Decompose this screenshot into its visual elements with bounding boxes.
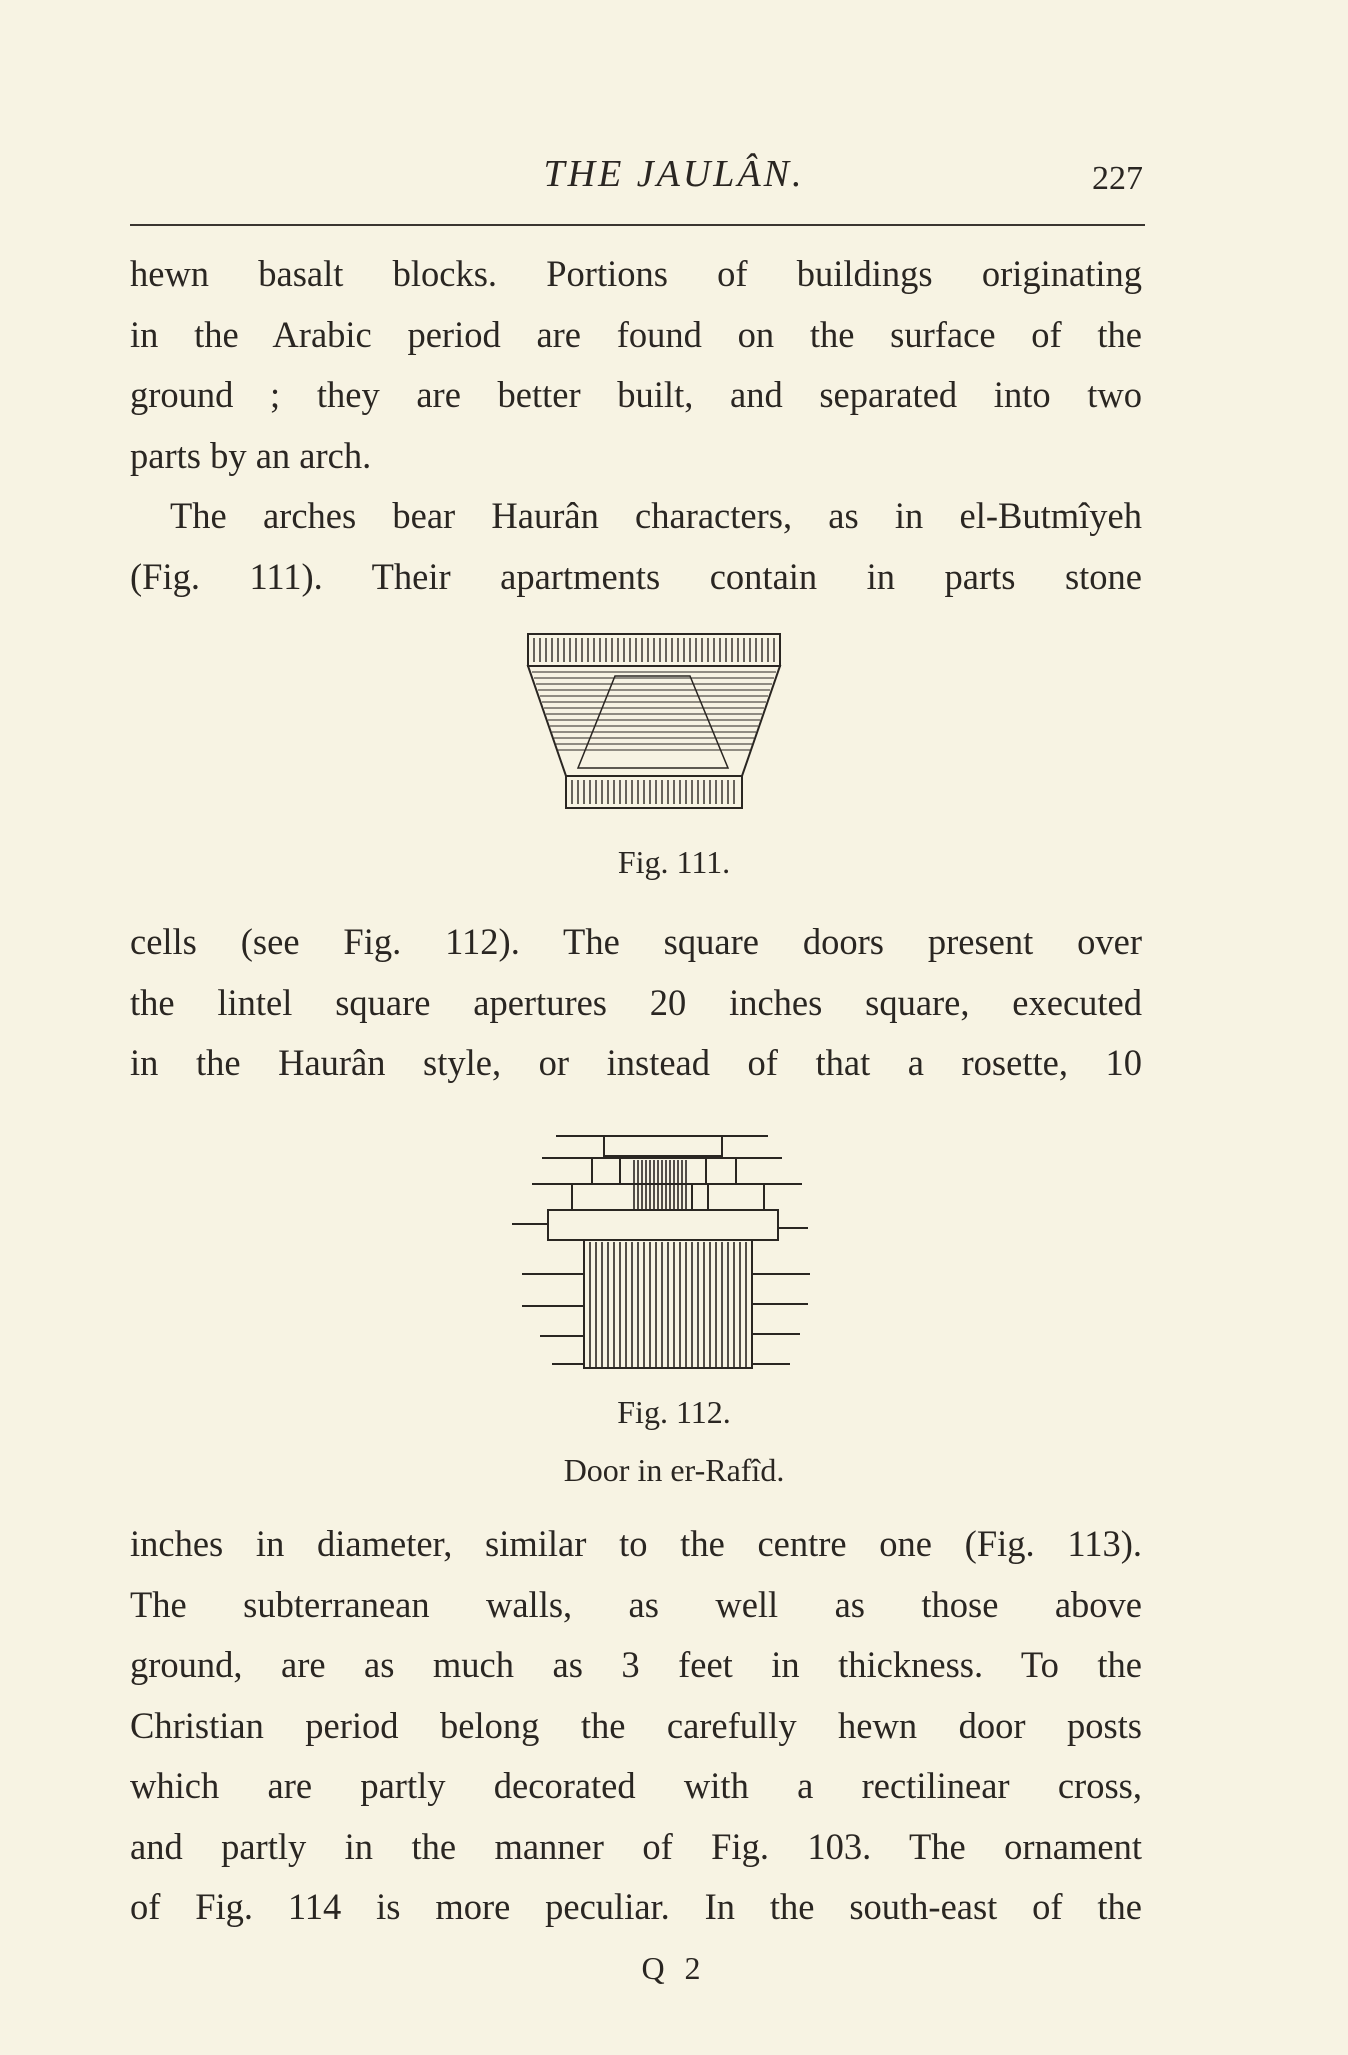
text-line: The subterranean walls, as well as those above	[130, 1583, 1142, 1625]
text-line: the lintel square apertures 20 inches square, executed	[130, 981, 1142, 1023]
page-number: 227	[1092, 160, 1143, 197]
text-line: inches in diameter, similar to the centre one (Fig. 113).	[130, 1523, 1142, 1564]
text-line: (Fig. 111). Their apartments contain in parts stone	[130, 555, 1142, 597]
figure-112-caption: Fig. 112.	[617, 1394, 731, 1430]
text-line: parts by an arch.	[130, 434, 372, 476]
text-line: of Fig. 114 is more peculiar. In the south-east of the	[130, 1886, 1142, 1927]
text-line: in the Haurân style, or instead of that a rosette, 10	[130, 1042, 1142, 1083]
running-head-title: THE JAULÂN.	[543, 153, 805, 195]
text-line: and partly in the manner of Fig. 103. The ornament	[130, 1825, 1142, 1867]
figure-112-door	[512, 1124, 812, 1376]
paragraph-4	[130, 1514, 1142, 1938]
figure-112-subcaption: Door in er-Rafîd.	[563, 1452, 785, 1488]
text-line: hewn basalt blocks. Portions of buildings originating	[130, 253, 1142, 294]
text-line: ground ; they are better built, and separated into two	[130, 374, 1142, 415]
text-line: cells (see Fig. 112). The square doors present over	[130, 921, 1142, 962]
text-line: in the Arabic period are found on the surface of the	[130, 313, 1142, 355]
text-line: Christian period belong the carefully hewn door posts	[130, 1704, 1142, 1746]
text-line: ground, are as much as 3 feet in thickness. To the	[130, 1644, 1142, 1685]
figure-111-capital	[520, 628, 790, 818]
paragraph-1	[130, 244, 1142, 486]
paragraph-3	[130, 912, 1142, 1094]
text-line: which are partly decorated with a rectilinear cross,	[130, 1765, 1142, 1806]
text-line: The arches bear Haurân characters, as in el-Butmîyeh	[170, 495, 1142, 536]
figure-111-caption: Fig. 111.	[617, 844, 731, 880]
paragraph-2	[130, 486, 1142, 607]
header-rule	[130, 224, 1145, 226]
signature-mark: Q 2	[641, 1950, 707, 1986]
